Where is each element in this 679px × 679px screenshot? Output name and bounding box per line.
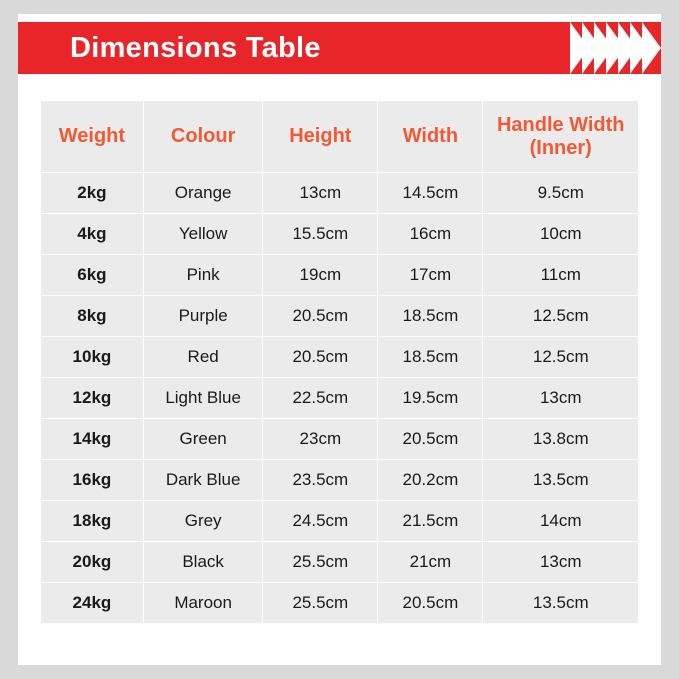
table-cell: Green bbox=[143, 419, 263, 460]
table-row bbox=[41, 214, 639, 255]
table-cell: Black bbox=[143, 542, 263, 583]
dimensions-table bbox=[40, 100, 639, 624]
table-cell: 13.8cm bbox=[483, 419, 639, 460]
table-cell: 20.2cm bbox=[378, 460, 483, 501]
table-cell: 13cm bbox=[483, 542, 639, 583]
table-header-row bbox=[41, 101, 639, 173]
table-cell: 14.5cm bbox=[378, 173, 483, 214]
table-cell: 13cm bbox=[263, 173, 378, 214]
document-page bbox=[18, 14, 661, 665]
table-cell: Dark Blue bbox=[143, 460, 263, 501]
table-column-header: Height bbox=[263, 101, 378, 173]
table-cell: 16kg bbox=[41, 460, 144, 501]
table-cell: 13.5cm bbox=[483, 460, 639, 501]
table-cell: 23cm bbox=[263, 419, 378, 460]
table-cell: 20.5cm bbox=[263, 337, 378, 378]
table-cell: Yellow bbox=[143, 214, 263, 255]
table-row bbox=[41, 378, 639, 419]
table-cell: 21.5cm bbox=[378, 501, 483, 542]
table-cell: 22.5cm bbox=[263, 378, 378, 419]
table-cell: 14kg bbox=[41, 419, 144, 460]
table-cell: Maroon bbox=[143, 583, 263, 624]
table-cell: Pink bbox=[143, 255, 263, 296]
table-row bbox=[41, 501, 639, 542]
chevron-decoration bbox=[577, 22, 661, 74]
dimensions-table-container bbox=[40, 100, 639, 624]
table-cell: 15.5cm bbox=[263, 214, 378, 255]
table-cell: 24.5cm bbox=[263, 501, 378, 542]
table-cell: 17cm bbox=[378, 255, 483, 296]
table-cell: 20.5cm bbox=[378, 583, 483, 624]
table-cell: 8kg bbox=[41, 296, 144, 337]
table-cell: 20kg bbox=[41, 542, 144, 583]
table-column-header: Weight bbox=[41, 101, 144, 173]
table-row bbox=[41, 419, 639, 460]
table-row bbox=[41, 296, 639, 337]
table-cell: 10kg bbox=[41, 337, 144, 378]
table-cell: 19cm bbox=[263, 255, 378, 296]
table-row bbox=[41, 255, 639, 296]
table-cell: 12.5cm bbox=[483, 296, 639, 337]
table-cell: 4kg bbox=[41, 214, 144, 255]
table-column-header: Width bbox=[378, 101, 483, 173]
header-banner bbox=[18, 22, 661, 74]
table-cell: 2kg bbox=[41, 173, 144, 214]
table-column-header: Colour bbox=[143, 101, 263, 173]
table-cell: 9.5cm bbox=[483, 173, 639, 214]
table-row bbox=[41, 542, 639, 583]
table-cell: 12.5cm bbox=[483, 337, 639, 378]
table-column-header: Handle Width (Inner) bbox=[483, 101, 639, 173]
table-cell: 14cm bbox=[483, 501, 639, 542]
table-cell: 12kg bbox=[41, 378, 144, 419]
table-row bbox=[41, 337, 639, 378]
table-cell: 18.5cm bbox=[378, 337, 483, 378]
table-cell: 18.5cm bbox=[378, 296, 483, 337]
table-cell: 21cm bbox=[378, 542, 483, 583]
page-title: Dimensions Table bbox=[70, 31, 321, 64]
table-cell: 25.5cm bbox=[263, 542, 378, 583]
table-cell: 10cm bbox=[483, 214, 639, 255]
table-cell: 13.5cm bbox=[483, 583, 639, 624]
table-cell: 20.5cm bbox=[263, 296, 378, 337]
table-cell: 25.5cm bbox=[263, 583, 378, 624]
table-cell: 18kg bbox=[41, 501, 144, 542]
table-cell: Orange bbox=[143, 173, 263, 214]
table-cell: Grey bbox=[143, 501, 263, 542]
table-cell: Purple bbox=[143, 296, 263, 337]
table-cell: 13cm bbox=[483, 378, 639, 419]
chevron-icon bbox=[642, 22, 661, 74]
table-head bbox=[41, 101, 639, 173]
table-cell: Red bbox=[143, 337, 263, 378]
table-row bbox=[41, 460, 639, 501]
table-cell: Light Blue bbox=[143, 378, 263, 419]
table-row bbox=[41, 173, 639, 214]
table-row bbox=[41, 583, 639, 624]
table-cell: 19.5cm bbox=[378, 378, 483, 419]
table-cell: 6kg bbox=[41, 255, 144, 296]
table-cell: 11cm bbox=[483, 255, 639, 296]
table-body bbox=[41, 173, 639, 624]
table-cell: 20.5cm bbox=[378, 419, 483, 460]
table-cell: 24kg bbox=[41, 583, 144, 624]
table-cell: 23.5cm bbox=[263, 460, 378, 501]
table-cell: 16cm bbox=[378, 214, 483, 255]
